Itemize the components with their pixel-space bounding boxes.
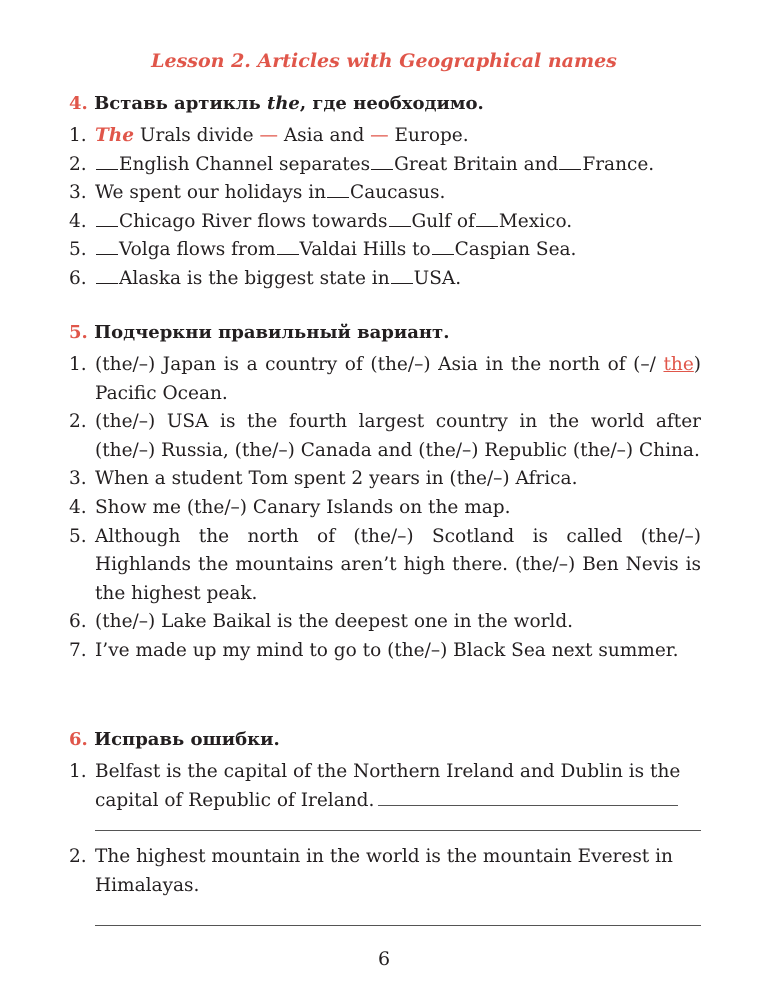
list-item: 1. (the/–) Japan is a country of (the/–) Asia in the north of (–/ the) Pacific Ocean. bbox=[69, 354, 701, 404]
list-item: 4. Chicago River flows towards Gulf of Mexico. bbox=[69, 210, 573, 232]
exercise-number: 6. bbox=[69, 729, 88, 750]
exercise-5 bbox=[69, 320, 701, 666]
list-item: 3. We spent our holidays in Caucasus. bbox=[69, 182, 446, 204]
lesson-title: Lesson 2. Articles with Geographical names bbox=[151, 50, 617, 72]
filled-dash: — bbox=[370, 125, 389, 146]
blank-field[interactable] bbox=[389, 212, 411, 227]
exercise-6 bbox=[69, 727, 701, 926]
instruction-text: Исправь ошибки. bbox=[94, 729, 280, 750]
answer-line[interactable] bbox=[95, 924, 701, 926]
blank-field[interactable] bbox=[327, 183, 349, 198]
answer-line[interactable] bbox=[378, 791, 678, 806]
filled-dash: — bbox=[259, 125, 278, 146]
list-item: 6. Alaska is the biggest state in USA. bbox=[69, 267, 462, 289]
instruction-text: Подчеркни правильный вариант. bbox=[94, 322, 450, 343]
exercise-6-list bbox=[69, 758, 701, 926]
answer-line[interactable] bbox=[95, 829, 701, 831]
blank-field[interactable] bbox=[277, 240, 299, 255]
page-number: 6 bbox=[377, 948, 391, 970]
exercise-6-heading bbox=[69, 727, 701, 753]
blank-field[interactable] bbox=[96, 212, 118, 227]
list-item: 5. Although the north of (the/–) Scotland is called (the/–) Highlands the mountains aren’t high there. (the/–) Ben Nevis is the highest peak. bbox=[69, 525, 701, 604]
instruction-text-end: , где необходимо. bbox=[299, 93, 484, 114]
list-item: 2. English Channel separates Great Britain and France. bbox=[69, 153, 655, 175]
blank-field[interactable] bbox=[371, 155, 393, 170]
list-item: 1. The Urals divide — Asia and — Europe. bbox=[69, 125, 469, 146]
blank-field[interactable] bbox=[432, 240, 454, 255]
exercise-5-list bbox=[69, 351, 701, 666]
list-item: 2. The highest mountain in the world is the mountain Everest in Himalayas. bbox=[69, 846, 673, 896]
blank-field[interactable] bbox=[96, 240, 118, 255]
exercise-5-heading bbox=[69, 320, 701, 346]
blank-field[interactable] bbox=[559, 155, 581, 170]
list-item: 7. I’ve made up my mind to go to (the/–) Black Sea next summer. bbox=[69, 639, 679, 661]
underlined-answer: the bbox=[663, 354, 694, 375]
blank-field[interactable] bbox=[96, 155, 118, 170]
blank-field[interactable] bbox=[476, 212, 498, 227]
list-item: 5. Volga flows from Valdai Hills to Caspian Sea. bbox=[69, 239, 577, 261]
instruction-text: Вставь артикль bbox=[94, 93, 267, 114]
exercise-4 bbox=[69, 91, 701, 294]
exercise-number: 4. bbox=[69, 93, 88, 114]
list-item: 2. (the/–) USA is the fourth largest country in the world after (the/–) Russia, (the/–) Canada and (the/–) Republic (the/–) China. bbox=[69, 411, 701, 461]
list-item: 6. (the/–) Lake Baikal is the deepest one in the world. bbox=[69, 611, 574, 633]
blank-field[interactable] bbox=[391, 269, 413, 284]
list-item: 3. When a student Tom spent 2 years in (the/–) Africa. bbox=[69, 468, 578, 490]
list-item: 1. Belfast is the capital of the Northern Ireland and Dublin is the capital of Republic of Ireland. bbox=[69, 761, 681, 811]
blank-field[interactable] bbox=[96, 269, 118, 284]
instruction-keyword: the bbox=[267, 93, 300, 114]
filled-answer: The bbox=[95, 125, 134, 146]
exercise-4-list bbox=[69, 122, 701, 294]
exercise-4-heading bbox=[69, 91, 701, 117]
list-item: 4. Show me (the/–) Canary Islands on the map. bbox=[69, 496, 511, 518]
exercise-number: 5. bbox=[69, 322, 88, 343]
